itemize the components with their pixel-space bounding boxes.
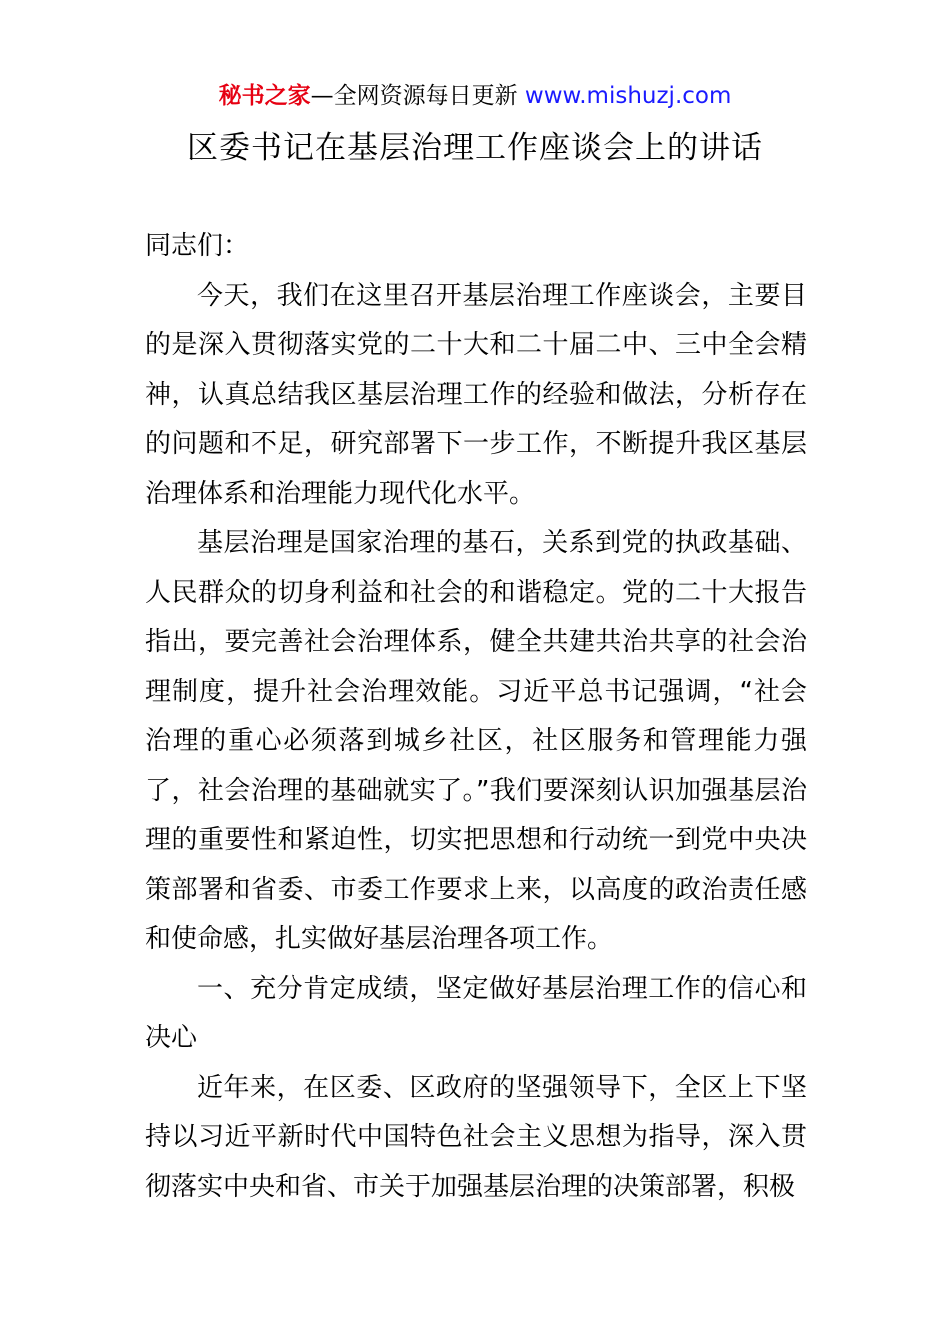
site-tagline: —全网资源每日更新 [310, 83, 518, 109]
site-name: 秘书之家 [218, 83, 311, 109]
site-url-link[interactable]: www.mishuzj.com [524, 83, 732, 109]
section-heading-1: 一、充分肯定成绩，坚定做好基层治理工作的信心和决心 [145, 973, 807, 1053]
document-body [145, 222, 807, 1212]
document-title: 区委书记在基层治理工作座谈会上的讲话 [187, 130, 763, 166]
site-header [0, 80, 950, 112]
salutation: 同志们： [145, 231, 250, 261]
paragraph-2: 基层治理是国家治理的基石，关系到党的执政基础、人民群众的切身利益和社会的和谐稳定。党的二十大报告指出，要完善社会治理体系，健全共建共治共享的社会治理制度，提升社会治理效能。习近平总书记强调，“社会治理的重心必须落到城乡社区，社区服务和管理能力强了，社会治理的基础就实了。”我们要深刻认识加强基层治理的重要性和紧迫性，切实把思想和行动统一到党中央决策部署和省委、市委工作要求上来，以高度的政治责任感和使命感，扎实做好基层治理各项工作。 [145, 528, 807, 954]
paragraph-1: 今天，我们在这里召开基层治理工作座谈会，主要目的是深入贯彻落实党的二十大和二十届二中、三中全会精神，认真总结我区基层治理工作的经验和做法，分析存在的问题和不足，研究部署下一步工作，不断提升我区基层治理体系和治理能力现代化水平。 [145, 280, 807, 509]
paragraph-3: 近年来，在区委、区政府的坚强领导下，全区上下坚持以习近平新时代中国特色社会主义思想为指导，深入贯彻落实中央和省、市关于加强基层治理的决策部署，积极 [145, 1072, 807, 1202]
